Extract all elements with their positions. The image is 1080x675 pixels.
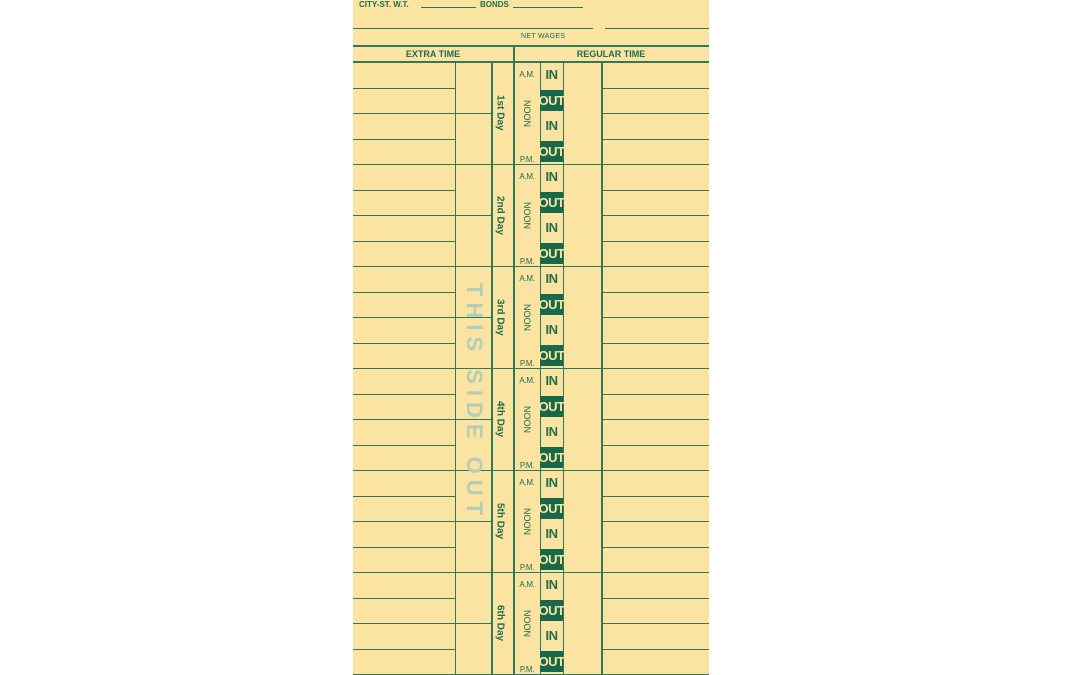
regular-time-row-line — [601, 394, 709, 395]
extra-time-sub-line — [455, 266, 491, 267]
city-st-wt-line — [421, 7, 476, 8]
day-label: 4th Day — [494, 400, 506, 438]
extra-time-sub-line — [455, 623, 491, 624]
period-am-label: A.M. — [519, 274, 535, 284]
extra-time-row-line — [353, 394, 455, 395]
punch-in-cell: IN — [545, 118, 558, 134]
punch-out-cell: OUT — [540, 549, 563, 571]
extra-time-row-line — [353, 215, 455, 216]
period-pm-label: P.M. — [519, 461, 535, 470]
day-label: 5th Day — [494, 502, 506, 540]
regular-time-row-line — [601, 343, 709, 344]
extra-time-row-line — [353, 241, 455, 242]
regular-time-header: REGULAR TIME — [576, 49, 646, 59]
regular-time-row-line — [601, 598, 709, 599]
period-pm-label: P.M. — [519, 563, 535, 572]
extra-time-sub-line — [455, 164, 491, 165]
regular-time-row-line — [601, 164, 709, 165]
regular-time-row-line — [601, 470, 709, 471]
day-label: 2nd Day — [494, 195, 506, 235]
net-wages-label: NET WAGES — [521, 33, 566, 40]
extra-time-row-line — [353, 470, 455, 471]
period-am-label: A.M. — [519, 70, 535, 80]
regular-time-row-line — [601, 572, 709, 573]
punch-out-cell: OUT — [540, 396, 563, 418]
regular-time-row-line — [601, 547, 709, 548]
regular-time-row-line — [601, 215, 709, 216]
punch-out-cell: OUT — [540, 345, 563, 367]
regular-time-row-line — [601, 241, 709, 242]
regular-time-row-line — [601, 266, 709, 267]
header-top-border — [353, 45, 709, 47]
extra-time-row-line — [353, 343, 455, 344]
day-label: 6th Day — [494, 604, 506, 642]
period-noon-label: NOON — [522, 507, 532, 535]
city-st-wt-label: CITY-ST. W.T. — [359, 0, 409, 9]
punch-out-cell: OUT — [540, 141, 563, 163]
regular-time-row-line — [601, 292, 709, 293]
deduction-amount-line — [605, 28, 709, 29]
period-am-label: A.M. — [519, 478, 535, 488]
period-pm-label: P.M. — [519, 155, 535, 164]
extra-time-row-line — [353, 419, 455, 420]
punch-in-cell: IN — [545, 67, 558, 83]
punch-in-cell: IN — [545, 271, 558, 287]
punch-out-cell: OUT — [540, 600, 563, 622]
extra-time-row-line — [353, 649, 455, 650]
period-pm-label: P.M. — [519, 359, 535, 368]
punch-in-cell: IN — [545, 577, 558, 593]
regular-time-row-line — [601, 88, 709, 89]
punch-out-cell: OUT — [540, 90, 563, 112]
punch-out-cell: OUT — [540, 651, 563, 673]
punch-out-cell: OUT — [540, 243, 563, 265]
period-noon-label: NOON — [522, 303, 532, 331]
regular-time-row-line — [601, 521, 709, 522]
extra-time-row-line — [353, 368, 455, 369]
regular-time-row-line — [601, 419, 709, 420]
extra-time-row-line — [353, 164, 455, 165]
punch-in-cell: IN — [545, 169, 558, 185]
punch-out-cell: OUT — [540, 294, 563, 316]
punch-out-cell: OUT — [540, 447, 563, 469]
bonds-line — [513, 7, 583, 8]
period-am-label: A.M. — [519, 172, 535, 182]
regular-time-row-line — [601, 496, 709, 497]
bonds-label: BONDS — [480, 0, 509, 9]
period-noon-label: NOON — [522, 99, 532, 127]
extra-time-row-line — [353, 190, 455, 191]
regular-time-row-line — [601, 139, 709, 140]
regular-time-row-line — [601, 623, 709, 624]
extra-time-header: EXTRA TIME — [405, 49, 461, 59]
day-label: 3rd Day — [494, 298, 506, 336]
extra-time-row-line — [353, 266, 455, 267]
punch-in-cell: IN — [545, 322, 558, 338]
watermark-text: THIS SIDE OUT — [462, 283, 487, 522]
day-label: 1st Day — [494, 95, 506, 131]
extra-time-row-line — [353, 598, 455, 599]
deduction-line — [353, 28, 593, 29]
extra-time-sub-line — [455, 215, 491, 216]
regular-time-row-line — [601, 190, 709, 191]
extra-time-row-line — [353, 445, 455, 446]
extra-time-row-line — [353, 547, 455, 548]
regular-time-row-line — [601, 649, 709, 650]
extra-time-row-line — [353, 113, 455, 114]
punch-in-cell: IN — [545, 220, 558, 236]
regular-time-row-line — [601, 317, 709, 318]
extra-time-row-line — [353, 139, 455, 140]
punch-in-cell: IN — [545, 628, 558, 644]
punch-in-cell: IN — [545, 373, 558, 389]
punch-out-cell: OUT — [540, 498, 563, 520]
period-noon-label: NOON — [522, 201, 532, 229]
extra-time-row-line — [353, 521, 455, 522]
regular-time-row-line — [601, 368, 709, 369]
extra-time-row-line — [353, 317, 455, 318]
period-noon-label: NOON — [522, 405, 532, 433]
period-pm-label: P.M. — [519, 257, 535, 266]
regular-time-row-line — [601, 445, 709, 446]
extra-time-row-line — [353, 88, 455, 89]
period-noon-label: NOON — [522, 609, 532, 637]
punch-in-cell: IN — [545, 475, 558, 491]
time-card — [353, 0, 709, 675]
period-am-label: A.M. — [519, 376, 535, 386]
extra-time-row-line — [353, 496, 455, 497]
extra-time-row-line — [353, 623, 455, 624]
period-am-label: A.M. — [519, 580, 535, 590]
period-pm-label: P.M. — [519, 665, 535, 674]
extra-time-row-line — [353, 292, 455, 293]
punch-in-cell: IN — [545, 526, 558, 542]
extra-time-sub-line — [455, 113, 491, 114]
punch-in-cell: IN — [545, 424, 558, 440]
extra-time-row-line — [353, 572, 455, 573]
punch-out-cell: OUT — [540, 192, 563, 214]
regular-time-row-line — [601, 113, 709, 114]
